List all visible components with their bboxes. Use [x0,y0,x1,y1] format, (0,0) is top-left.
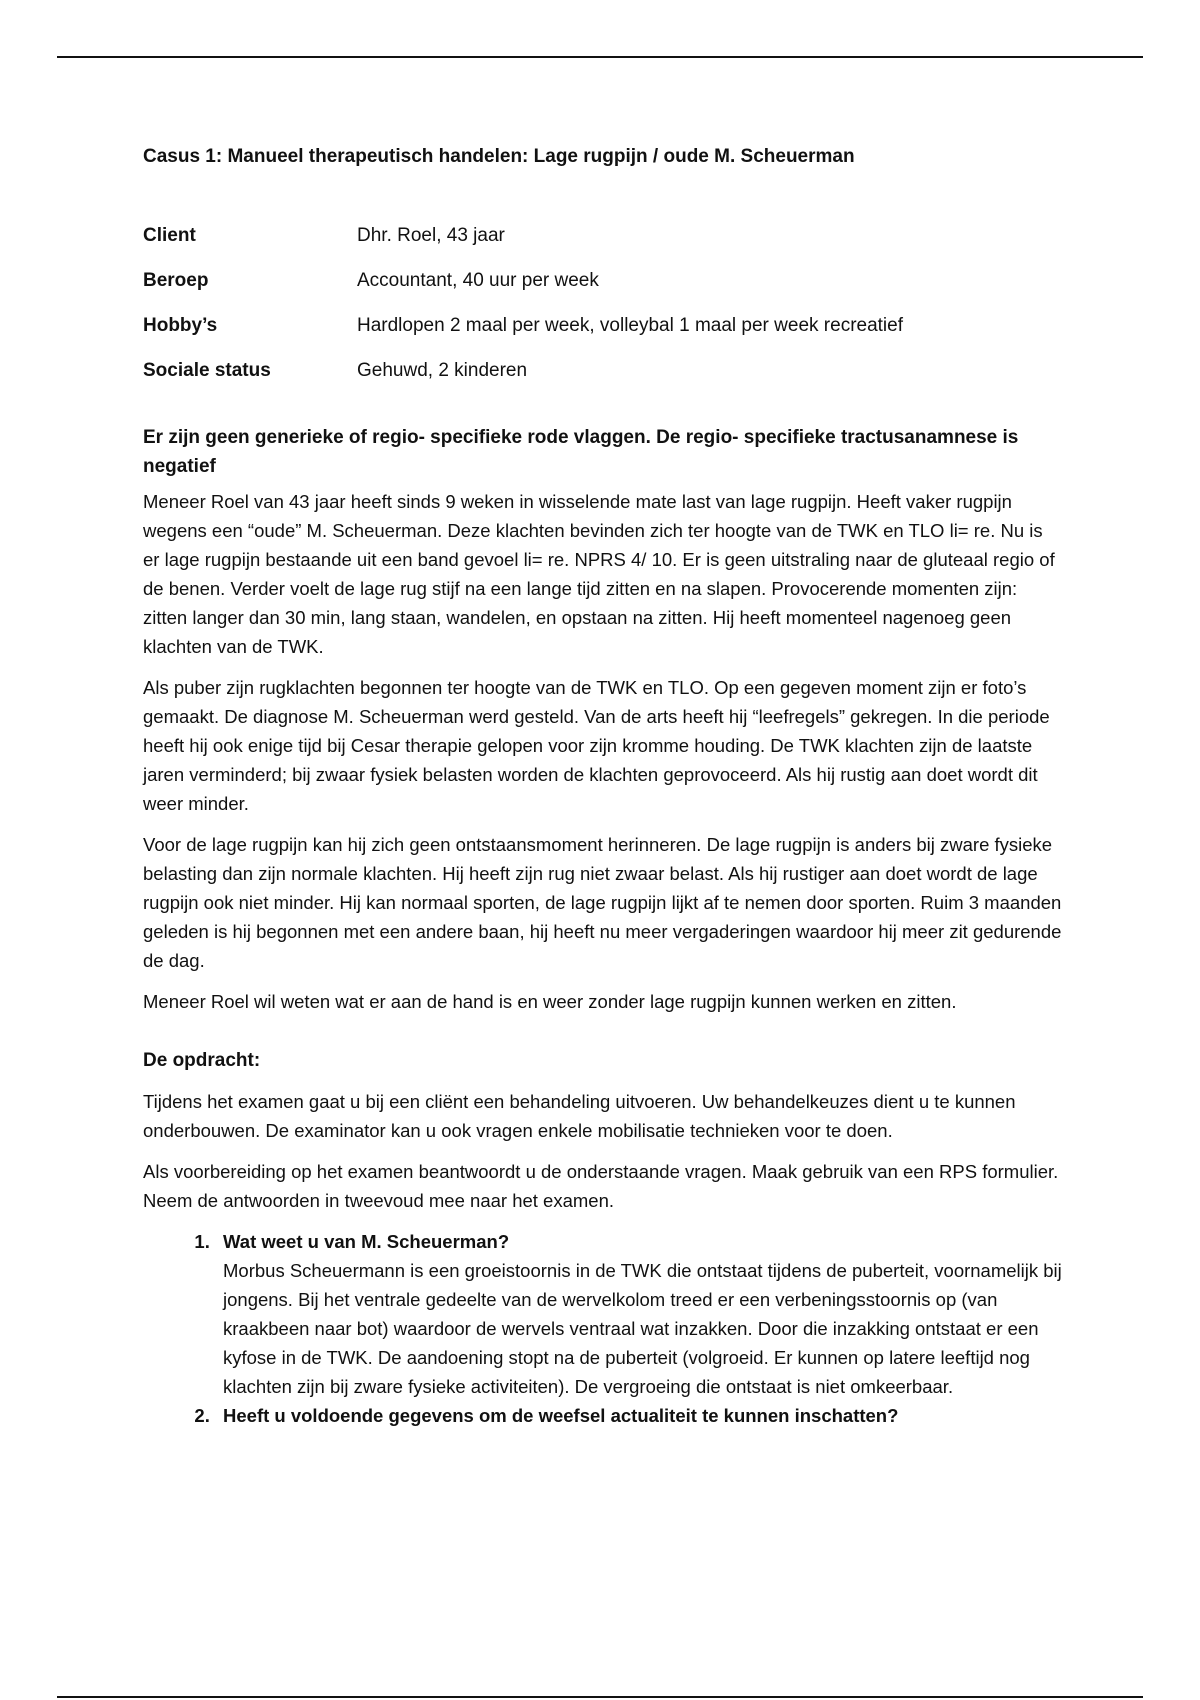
document-body [143,143,1063,1430]
case-paragraph: Meneer Roel wil weten wat er aan de hand is en weer zonder lage rugpijn kunnen werken en zitten. [143,991,957,1012]
info-value: Gehuwd, 2 kinderen [357,359,528,381]
page-title: Casus 1: Manueel therapeutisch handelen: Lage rugpijn / oude M. Scheuerman [143,146,855,167]
info-value: Dhr. Roel, 43 jaar [357,224,505,246]
info-value: Accountant, 40 uur per week [357,269,599,291]
info-row-hobbys [143,303,903,348]
info-value: Hardlopen 2 maal per week, volleybal 1 maal per week recreatief [357,314,903,336]
client-info-table [143,213,903,393]
answer-text: Morbus Scheuermann is een groeistoornis in de TWK die ontstaat tijdens de puberteit, voornamelijk bij jongens. Bij het ventrale gedeelte van de wervelkolom treed er een verbeningsstoornis op (van kraakbeen naar bot) waardoor de wervels ventraal wat inzakken. Door die inzakking ontstaat er een kyfose in de TWK. De aandoening stopt na de puberteit (volgroeid. Er kunnen op latere leeftijd nog klachten zijn bij zware fysieke activiteiten). De vergroeing die ontstaat is niet omkeerbaar. [223,1260,1062,1397]
info-label: Client [143,224,196,246]
info-row-client [143,213,903,258]
assignment-paragraph: Tijdens het examen gaat u bij een cliënt een behandeling uitvoeren. Uw behandelkeuzes dient u te kunnen onderbouwen. De examinator kan u ook vragen enkele mobilisatie technieken voor te doen. [143,1091,1016,1141]
case-paragraph: Meneer Roel van 43 jaar heeft sinds 9 weken in wisselende mate last van lage rugpijn. Heeft vaker rugpijn wegens een “oude” M. Scheuerman. Deze klachten bevinden zich ter hoogte van de TWK en TLO li= re. Nu is er lage rugpijn bestaande uit een band gevoel li= re. NPRS 4/ 10. Er is geen uitstraling naar de gluteaal regio of de benen. Verder voelt de lage rug stijf na een lange tijd zitten en na slapen. Provocerende momenten zijn: zitten langer dan 30 min, lang staan, wandelen, en opstaan na zitten. Hij heeft momenteel nagenoeg geen klachten van de TWK. [143,491,1055,657]
header-rule [57,56,1143,58]
info-row-beroep [143,258,903,303]
question-text: 1. Wat weet u van M. Scheuerman? [223,1231,510,1252]
assignment-heading: De opdracht: [143,1050,261,1071]
question-text: 2. Heeft u voldoende gegevens om de weefsel actualiteit te kunnen inschatten? [223,1405,899,1426]
info-row-sociale-status [143,348,903,393]
info-label: Hobby’s [143,314,218,336]
assignment-paragraph: Als voorbereiding op het examen beantwoordt u de onderstaande vragen. Maak gebruik van een RPS formulier. Neem de antwoorden in tweevoud mee naar het examen. [143,1161,1059,1211]
case-paragraph: Voor de lage rugpijn kan hij zich geen ontstaansmoment herinneren. De lage rugpijn is anders bij zware fysieke belasting dan zijn normale klachten. Hij heeft zijn rug niet zwaar belast. Als hij rustiger aan doet wordt de lage rugpijn ook niet minder. Hij kan normaal sporten, de lage rugpijn lijkt af te nemen door sporten. Ruim 3 maanden geleden is hij begonnen met een andere baan, hij heeft nu meer vergaderingen waardoor hij meer zit gedurende de dag. [143,834,1062,971]
question-item [215,1227,1063,1401]
question-item [215,1401,1063,1430]
info-label: Beroep [143,269,209,291]
case-paragraph: Als puber zijn rugklachten begonnen ter hoogte van de TWK en TLO. Op een gegeven moment zijn er foto’s gemaakt. De diagnose M. Scheuerman werd gesteld. Van de arts heeft hij “leefregels” gekregen. In die periode heeft hij ook enige tijd bij Cesar therapie gelopen voor zijn kromme houding. De TWK klachten zijn de laatste jaren verminderd; bij zwaar fysiek belasten worden de klachten geprovoceerd. Als hij rustig aan doet wordt dit weer minder. [143,677,1050,814]
question-list [143,1227,1063,1430]
info-label: Sociale status [143,359,271,381]
footer-rule [57,1696,1143,1698]
red-flags-heading: Er zijn geen generieke of regio- specifieke rode vlaggen. De regio- specifieke tractusanamnese is negatief [143,427,1019,477]
